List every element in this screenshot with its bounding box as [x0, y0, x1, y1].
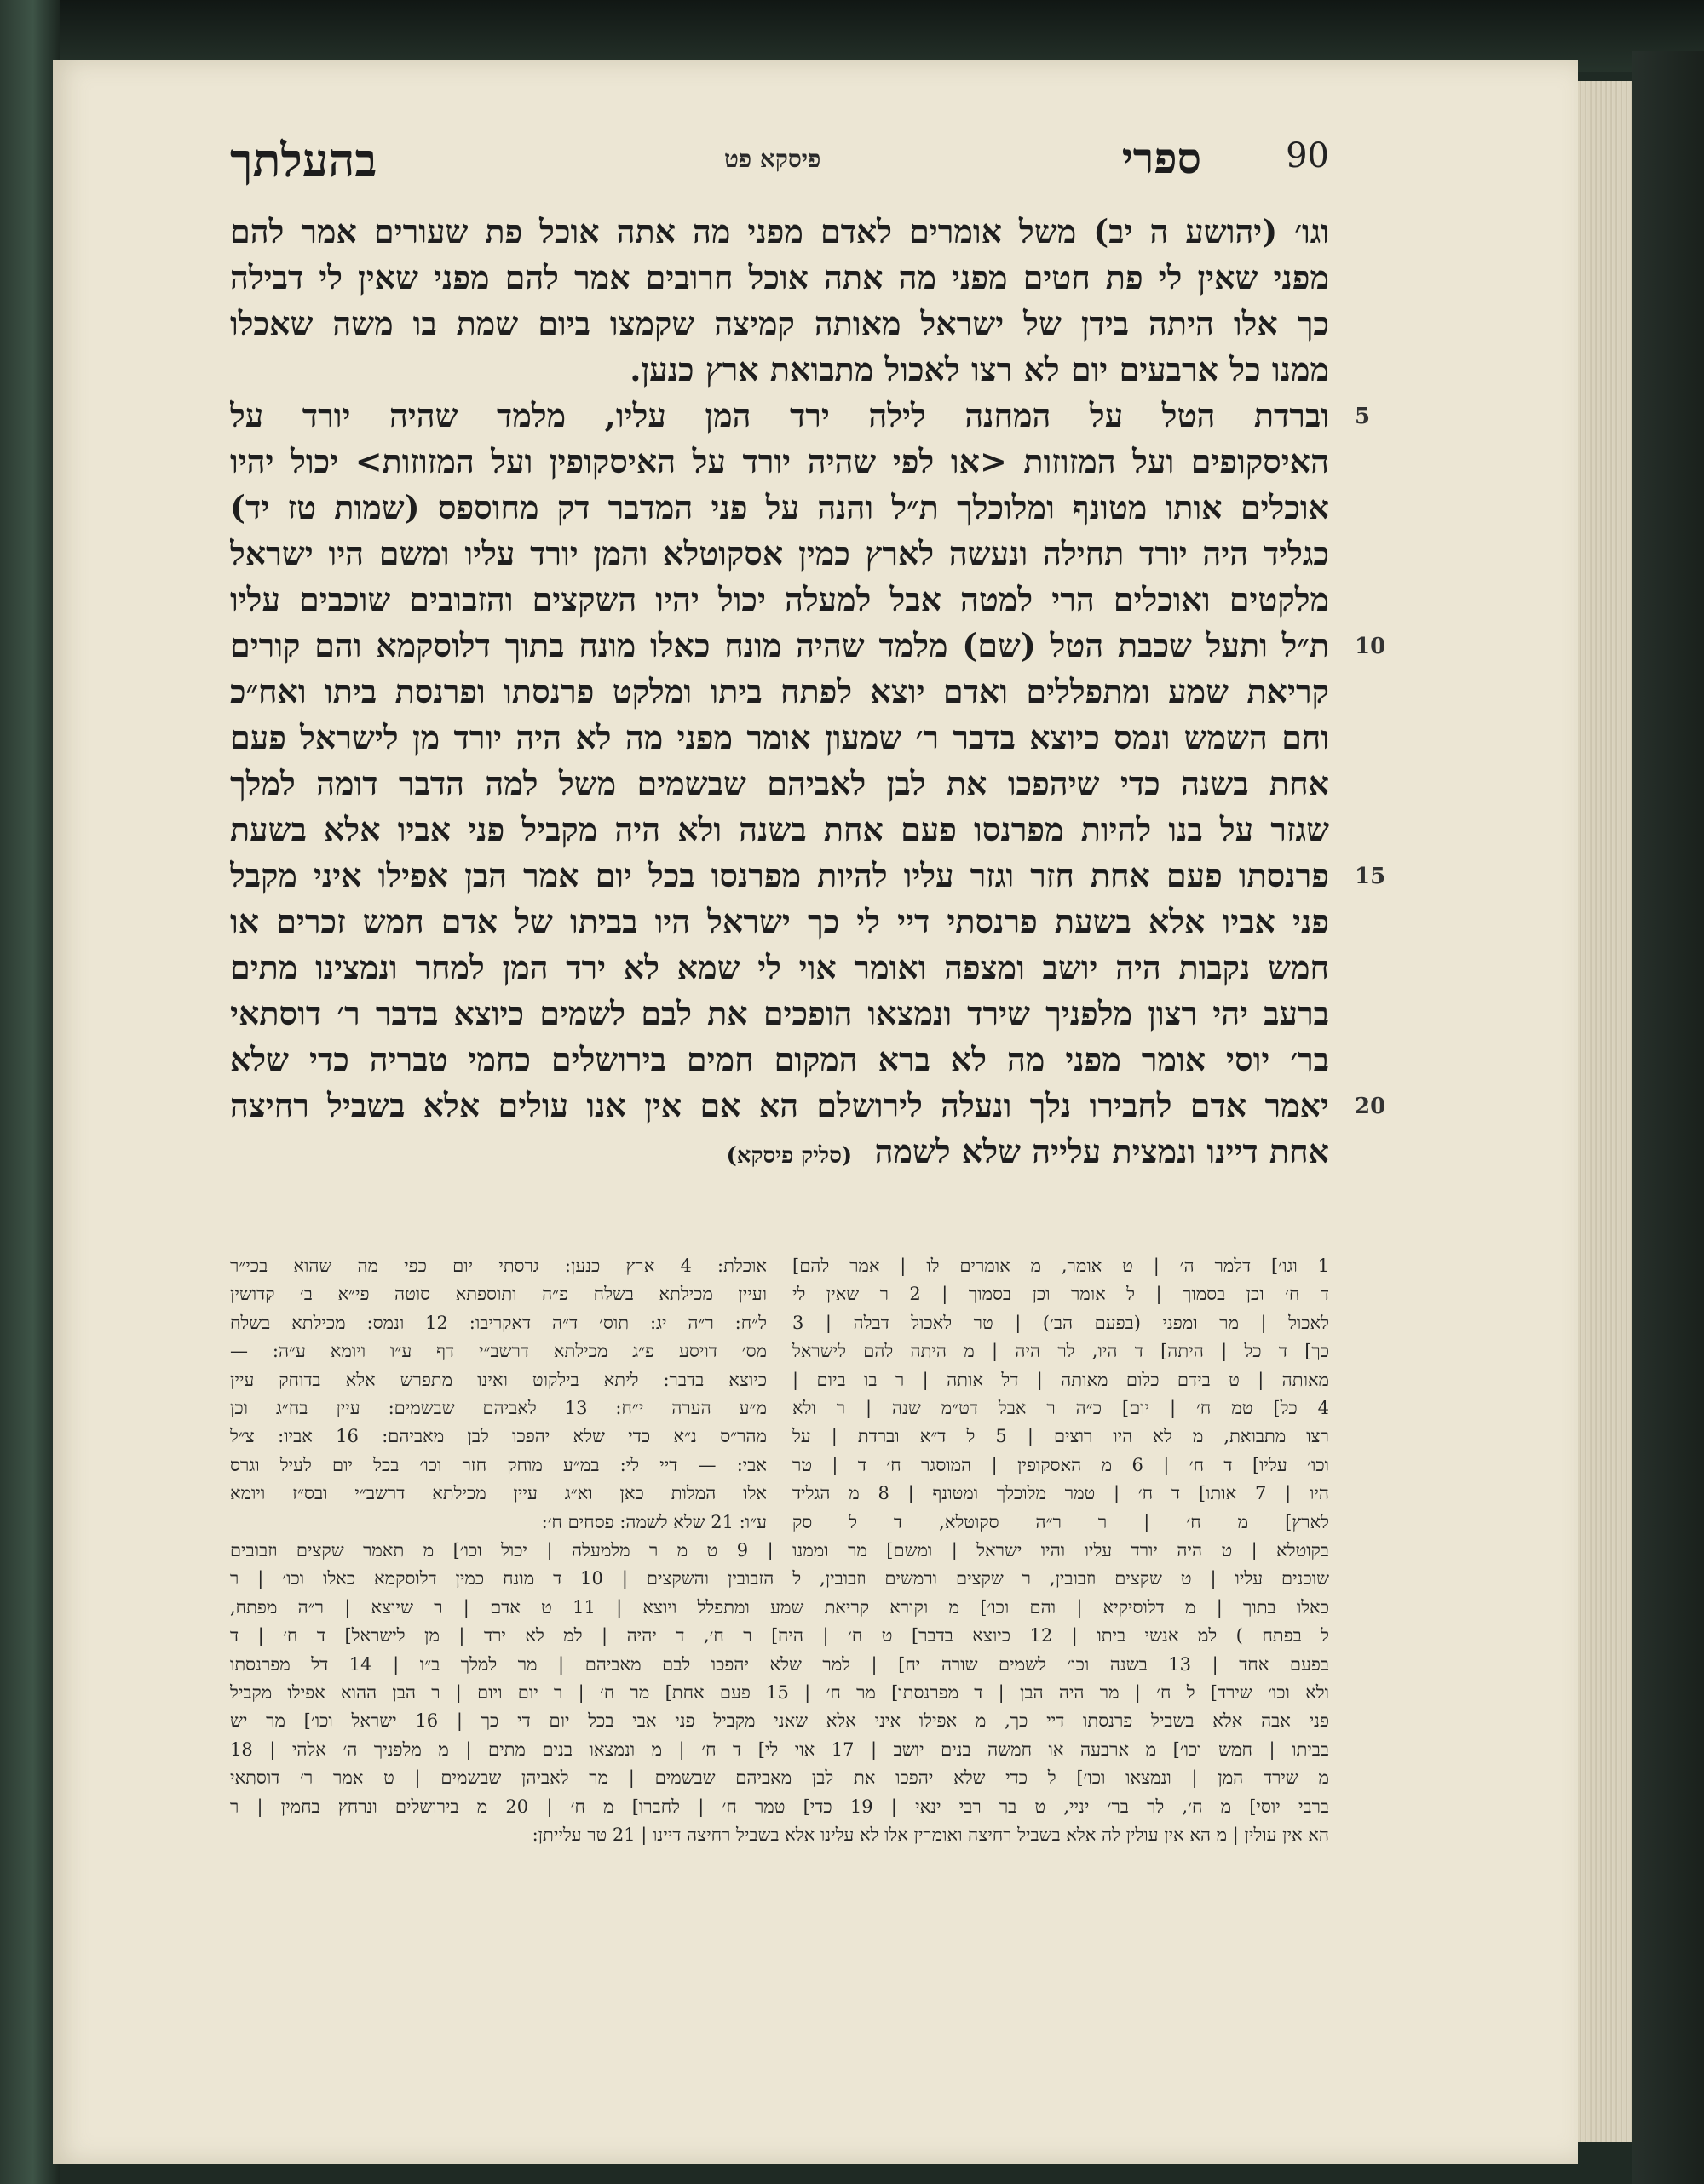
text-line: אחת דיינו ונמצית עלייה שלא לשמה [874, 1132, 1329, 1170]
apparatus-line: מ״ע הערה י״ח: 13 לאביהם שבשמים: עיין בח״ג וכן [230, 1397, 767, 1418]
apparatus-line: היו | 7 אותו] ד ח׳ | טמר מלוכלך ומטונף | 8 מ הגליד [792, 1483, 1329, 1504]
text-line: ת״ל ותעל שכבת הטל (שם) מלמד שהיה מונח כאלו מונח בתוך דלוסקמא והם קורים [230, 626, 1329, 664]
line-number: 15 [1355, 864, 1386, 889]
apparatus-line: מ שירד המן | ונמצאו וכו׳] ל כדי שלא יהפכו את לבן מאביהם שבשמים | מר לאביהן שבשמים | ט אמר ר׳ דוסתאי [230, 1767, 1329, 1789]
text-line-final [230, 1129, 1329, 1175]
main-text [230, 209, 1329, 1175]
text-line: מפני שאין לי פת חטים מפני מה אתה אוכל חרובים אמר להם מפני שאין לי דבילה [230, 258, 1329, 296]
apparatus-line: ולא וכו׳ שירד] ל ח׳ | מר היה הבן | ד מפרנסתו] מר ח׳ | 15 פעם אחת] מר ח׳ | ר יום ויום | ר הבן ההוא אפילו מקביל [230, 1681, 1329, 1703]
apparatus-line: ל״ח: ר״ה יג: תוס׳ ד״ה דאקריבו: 12 ונמס: מכילתא בשלח [230, 1312, 767, 1333]
page-edges [1572, 81, 1632, 2142]
apparatus-line: מאותה | ט בידם כלום מאותה | דל אותה | ר בו ביום | [792, 1369, 1329, 1390]
text-line: כגליד היה יורד תחילה ונעשה לארץ כמין אסקוטלא והמן יורד עליו ומשם היו ישראל [230, 534, 1329, 572]
text-line: האיסקופים ועל המזוזות <או לפי שהיה יורד על האיסקופין ועל המזוזות> יכול יהיו [230, 442, 1329, 480]
apparatus-line: 1 וגו׳] דלמר ה׳ | ט אומר, מ אומרים לו | אמר להם] [792, 1256, 1329, 1276]
text-line: אוכלים אותו מטונף ומלוכלך ת״ל והנה על פני המדבר דק מחוספס (שמות טז יד) [230, 488, 1329, 526]
apparatus-line: ל בפתח ) למ אנשי ביתו | 12 כיוצא בדבר] ט ח׳ | היה] ר ח׳, ד יהיה | למ לא ירד | מן לישראל] ד ח׳ | ד [230, 1625, 1329, 1647]
apparatus-line: ועיין מכילתא בשלח פ״ה ותוספתא סוטה פי״א ב׳ קדושין [230, 1284, 767, 1305]
text-line: כך אלו היתה בידן של ישראל מאותה קמיצה שקמצו ביום שמת בו משה שאכלו [230, 304, 1329, 342]
book-title: ספרי [1121, 133, 1201, 183]
text-line: וחם השמש ונמס כיוצא בדבר ר׳ שמעון אומר מפני מה לא היה יורד מן לישראל פעם [230, 718, 1329, 756]
text-line: יאמר אדם לחבירו נלך ונעלה לירושלם הא אם אין אנו עולים אלא בשביל רחיצה [230, 1086, 1329, 1124]
line-number: 5 [1355, 404, 1371, 429]
apparatus-line: שוכנים עליו | ט שקצים וזבובין, ר שקצים ורמשים וזבובין, ל הזבובין והשקצים | 10 ד מונח כמין דלוסקמא כאלו וכו׳ | ר [230, 1568, 1329, 1589]
apparatus-line: לאכול | מר ומפני (בפעם הב׳) | טר לאכול דבלה | 3 [792, 1312, 1329, 1333]
apparatus-line: מהר״ס נ״א כדי שלא יהפכו לבן מאביהם: 16 אביו: צ״ל [230, 1426, 767, 1447]
text-line: בר׳ יוסי אומר מפני מה לא ברא המקום חמים בירושלים כחמי טבריה כדי שלא [230, 1040, 1329, 1078]
apparatus-line: 4 כל] טמ ח׳ | יום] כ״ה ר אבל דט״מ שנה | ר ולא [792, 1397, 1329, 1418]
apparatus-line: פני אבה אלא בשביל פרנסתו דיי כך, מ אפילו איני אלא שאני מקביל פני אבי בכל יום די כך | 16 ישראל וכו׳] מר יש [230, 1710, 1329, 1732]
text-line: אחת בשנה כדי שיהפכו את לבן לאביהם שבשמים משל למה הדבר דומה למלך [230, 764, 1329, 802]
apparatus-line: אוכלת: 4 ארץ כנען: גרסתי יום כפי מה שהוא בכי״ר [230, 1256, 767, 1276]
text-line: וברדת הטל על המחנה לילה ירד המן עליו, מלמד שהיה יורד על [230, 396, 1329, 434]
text-line: שגזר על בנו להיות מפרנסו פעם אחת בשנה ולא היה מקביל פני אביו אלא בשעת [230, 810, 1329, 848]
background-shadow [1632, 51, 1704, 2184]
apparatus-line: הא אין עולין | מ הא אין עולין לה אלא בשביל רחיצה ואומרין אלו לא עלינו אלא בשביל רחיצה דיינו | 21 טר עלייתן: [532, 1824, 1329, 1845]
text-line: ברעב יהי רצון מלפניך שירד ונמצאו הופכים את לבם לשמים כיוצא בדבר ר׳ דוסתאי [230, 994, 1329, 1032]
text-line: פני אביו אלא בשעת פרנסתי דיי לי כך ישראל היו בביתו של אדם חמש זכרים או [230, 902, 1329, 940]
apparatus-line: לארץ] מ ח׳ | ר ר״ה סקוטלא, ד ל סק [792, 1511, 1329, 1532]
apparatus-line: בביתו | חמש וכו׳] מ ארבעה או חמשה בנים יושב | 17 אוי לי] ד ח׳ | מ ונמצאו בנים מתים | מ מלפניך ה׳ אלהי | 18 [230, 1739, 1329, 1760]
apparatus-line: מס׳ דויסע פ״ג מכילתא דרשב״י דף ע״ו ויומא ע״ה: — [230, 1341, 767, 1362]
page-number: 90 [1286, 136, 1329, 175]
apparatus-line: ד ח׳ וכן בסמוך | ל אומר וכן בסמוך | 2 ר שאין לי [792, 1284, 1329, 1305]
text-line: קריאת שמע ומתפללים ואדם יוצא לפתח ביתו ומלקט פרנסתו ופרנסת ביתו ואח״כ [230, 672, 1329, 710]
apparatus-line: כאלו בתוך | מ דלוסיקיא | והם וכו׳] מ וקורא קריאת שמע ומתפלל ויוצא | 11 ט אדם | ר שיוצא | ר״ה מפתח, [230, 1596, 1329, 1618]
apparatus-line: ע״ו: 21 שלא לשמה: פסחים ח׳: [541, 1511, 767, 1532]
line-number: 20 [1355, 1094, 1386, 1119]
text-line: ממנו כל ארבעים יום לא רצו לאכול מתבואת ארץ כנען. [630, 350, 1329, 388]
apparatus-line: בקוטלא | ט היה יורד עליו והיו ישראל | ומשם] מר וממנו | 9 ט מ ר מלמעלה | יכול וכו׳] מ תאמר שקצים וזבובים [230, 1540, 1329, 1560]
apparatus-line: אבי: — דיי לי: במ״ע מוחק חזר וכו׳ בכל יום לעיל וגרס [230, 1454, 767, 1475]
section-label: פיסקא פט [724, 145, 821, 173]
apparatus-line: אלו המלות כאן וא״ג עיין מכילתא דרשב״י ובס״ז ויומא [230, 1483, 767, 1504]
running-header [230, 133, 1329, 196]
text-line: מלקטים ואוכלים הרי למטה אבל למעלה יכול יהיו השקצים והזבובים שוכבים עליו [230, 580, 1329, 618]
apparatus-right-column [792, 1252, 1329, 1537]
apparatus-line: ברבי יוסי] מ ח׳, לר בר׳ יניי, ט בר רבי ינאי | 19 כדי] טמר ח׳ | לחברו] מ ח׳ | 20 מ בירושלים ונרחץ בחמין | ר [230, 1796, 1329, 1817]
parasha-name: בהעלתך [230, 133, 377, 187]
book-binding [0, 0, 60, 2184]
closing-note: (סליק פיסקא) [726, 1143, 853, 1169]
text-line: חמש נקבות היה יושב ומצפה ואומר אוי לי שמא לא ירד המן למחר ונמצינו מתים [230, 948, 1329, 986]
apparatus-line: כך] ד כל | היתה] ד היו, לר היה | מ היתה להם לישראל [792, 1341, 1329, 1362]
apparatus-line: וכו׳ עליו] ד ח׳ | 6 מ האסקופין | המוסגר ח׳ ד | טר [792, 1454, 1329, 1475]
line-number: 10 [1355, 634, 1386, 659]
apparatus-left-column [230, 1252, 767, 1537]
text-line: פרנסתו פעם אחת חזר וגזר עליו להיות מפרנסו בכל יום אמר הבן אפילו איני מקבל [230, 856, 1329, 894]
text-line: וגו׳ (יהושע ה יב) משל אומרים לאדם מפני מה אתה אוכל פת שעורים אמר להם [230, 212, 1329, 250]
apparatus-line: בפעם אחד | 13 בשנה וכו׳ לשמים שורה יח] | למר שלא יהפכו לבם מאביהם | מר למלך ב״ו | 14 דל מפרנסתו [230, 1653, 1329, 1675]
apparatus-line: כיוצא בדבר: ליתא בילקוט ואינו מתפרש אלא בדוחק עיין [230, 1369, 767, 1390]
apparatus-line: רצו מתבואת, מ לא היו רוצים | 5 ל ד״א וברדת | על [792, 1426, 1329, 1447]
apparatus-full-width [230, 1537, 1329, 1849]
